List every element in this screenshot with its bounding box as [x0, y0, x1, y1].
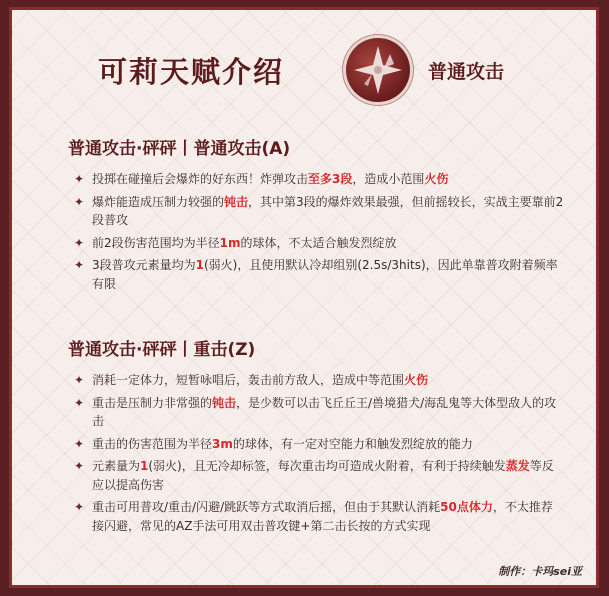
- charged-attack-bullets: [74, 371, 564, 539]
- section-title-charged-attack: 普通攻击·砰砰丨重击(Z): [68, 340, 256, 360]
- bullet-star-icon: ✦: [74, 500, 85, 514]
- list-item: ✦ 前2段伤害范围均为半径1m的球体，不太适合触发烈绽放: [74, 234, 564, 253]
- list-item: ✦ 3段普攻元素量均为1(弱火)，且使用默认冷却组别(2.5s/3hits)，因此单靠普攻附着频率有限: [74, 258, 558, 291]
- list-item: ✦ 重击是压制力非常强的钝击，是少数可以击飞丘丘王/兽境猎犬/海乱鬼等大体型敌人的攻击: [74, 395, 557, 428]
- bullet-star-icon: ✦: [74, 373, 85, 387]
- bullet-star-icon: ✦: [74, 436, 85, 451]
- list-item: ✦ 爆炸能造成压制力较强的钝击，其中第3段的爆炸效果最强，但前摇较长，实战主要靠前2段普攻: [74, 194, 564, 227]
- normal-attack-bullets: [74, 170, 564, 297]
- bullet-star-icon: ✦: [74, 194, 85, 209]
- list-item: ✦ 重击的伤害范围为半径3m的球体，有一定对空能力和触发烈绽放的能力: [74, 435, 564, 454]
- bullet-star-icon: ✦: [74, 235, 85, 250]
- page-title: 可莉天赋介绍: [98, 55, 285, 89]
- section-title-normal-attack: 普通攻击·砰砰丨普通攻击(A): [68, 139, 291, 159]
- bullet-star-icon: ✦: [74, 258, 85, 272]
- bullet-star-icon: ✦: [74, 459, 85, 473]
- talent-card: [9, 7, 599, 588]
- bullet-star-icon: ✦: [74, 172, 85, 186]
- list-item: ✦ 投掷在碰撞后会爆炸的好东西！炸弹攻击至多3段，造成小范围火伤: [74, 170, 564, 189]
- header-subtitle: 普通攻击: [428, 61, 505, 83]
- list-item: ✦ 重击可用普攻/重击/闪避/跳跃等方式取消后摇，但由于其默认消耗50点体力，不太推荐接闪避，常见的AZ手法可用双击普攻键+第二击长按的方式实现: [74, 500, 553, 533]
- author-credit: 制作：卡玛sei亚: [498, 565, 582, 578]
- bullet-star-icon: ✦: [74, 395, 85, 410]
- list-item: ✦ 元素量为1(弱火)，且无冷却标签，每次重击均可造成火附着，有利于持续触发蒸发等反应以提高伤害: [74, 459, 554, 492]
- list-item: ✦ 消耗一定体力，短暂咏唱后，轰击前方敌人，造成中等范围火伤: [74, 371, 564, 390]
- sparkle-star-icon: [346, 38, 410, 102]
